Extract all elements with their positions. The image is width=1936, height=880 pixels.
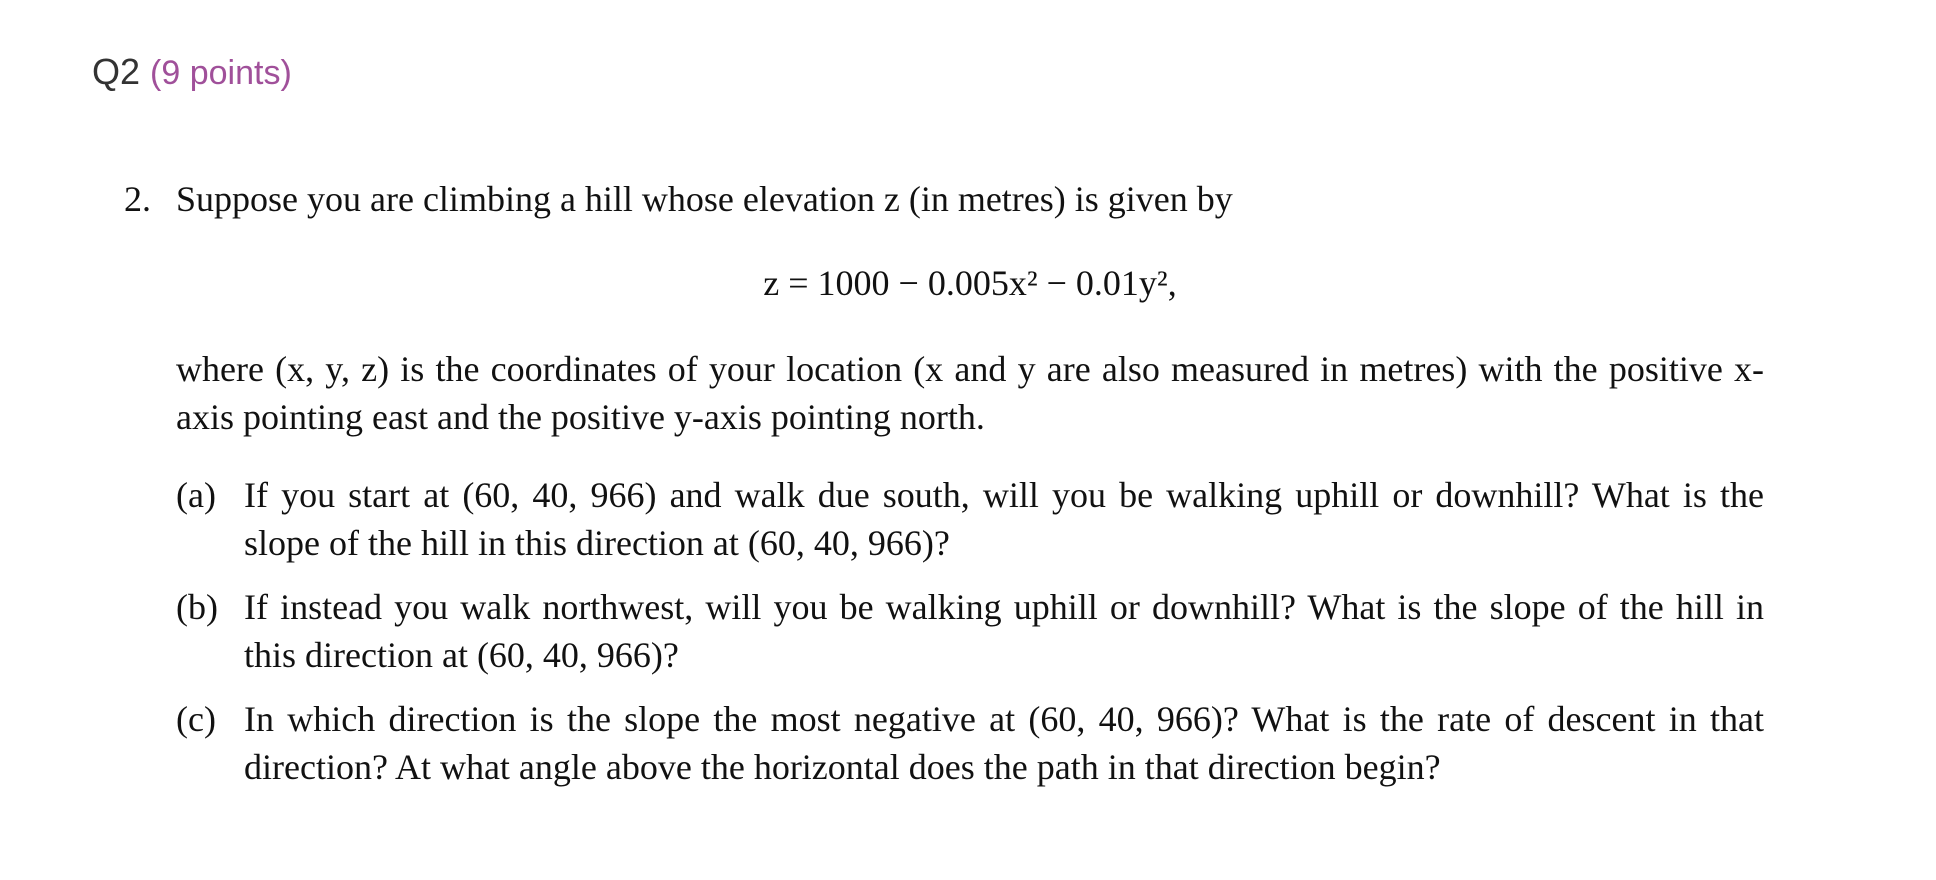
part-c-label: (c) bbox=[176, 699, 216, 739]
problem-intro: Suppose you are climbing a hill whose elevation z (in metres) is given by bbox=[176, 179, 1233, 219]
part-c-text: In which direction is the slope the most negative at (60, 40, 966)? What is the rate of descent in that direction? At what angle above the horizontal does the path in that direction begin? bbox=[244, 699, 1764, 787]
problem-number: 2. bbox=[124, 179, 151, 219]
question-id: Q2 bbox=[92, 51, 141, 92]
question-header bbox=[92, 50, 292, 95]
problem-block bbox=[124, 175, 1764, 807]
part-a bbox=[176, 471, 1764, 567]
question-points: (9 points) bbox=[150, 54, 292, 92]
part-b bbox=[176, 583, 1764, 679]
problem-intro-line bbox=[124, 175, 1764, 223]
part-b-label: (b) bbox=[176, 587, 218, 627]
problem-context: where (x, y, z) is the coordinates of your location (x and y are also measured in metres) with the positive x-axis pointing east and the positive y-axis pointing north. bbox=[176, 349, 1764, 437]
problem-parts bbox=[124, 471, 1764, 791]
part-b-text: If instead you walk northwest, will you be walking uphill or downhill? What is the slope of the hill in this direction at (60, 40, 966)? bbox=[244, 587, 1764, 675]
part-c bbox=[176, 695, 1764, 791]
part-a-label: (a) bbox=[176, 475, 216, 515]
part-a-text: If you start at (60, 40, 966) and walk due south, will you be walking uphill or downhill? What is the slope of the hill in this direction at (60, 40, 966)? bbox=[244, 475, 1764, 563]
elevation-equation: z = 1000 − 0.005x² − 0.01y², bbox=[763, 263, 1177, 303]
